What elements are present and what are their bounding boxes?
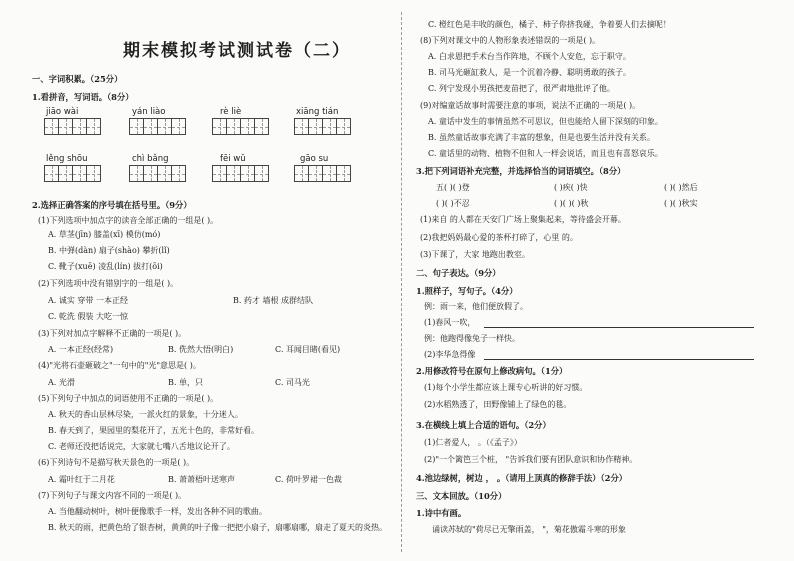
- p1-answer-line-1[interactable]: [484, 319, 754, 328]
- question-2-heading: 2.选择正确答案的序号填在括号里。（9分）: [32, 200, 192, 210]
- q2-4-option-c[interactable]: C. 司马光: [275, 378, 310, 387]
- idiom-2[interactable]: ( )疾( )快: [554, 183, 588, 192]
- q2-4-option-b[interactable]: B. 单，只: [168, 378, 203, 387]
- q2-2-stem: (2)下列选项中没有错别字的一组是( )。: [38, 279, 179, 288]
- idiom-1[interactable]: 五( )( )登: [436, 183, 470, 192]
- q2-1-stem: (1)下列选项中加点字的读音全部正确的一组是( )。: [38, 216, 219, 225]
- question-1-heading: 1.看拼音，写词语。（8分）: [32, 92, 134, 102]
- p3-heading: 3.在横线上填上合适的语句。（2分）: [416, 420, 551, 430]
- p1-heading: 1.照样子，写句子。（4分）: [416, 286, 518, 296]
- writing-grid-8[interactable]: [294, 165, 351, 182]
- left-page: [28, 0, 390, 561]
- q2-7-option-b[interactable]: B. 秋天的雨，把黄色给了银杏树，黄黄的叶子像一把把小扇子，扇哪扇哪，扇走了夏天的炎热。: [48, 523, 387, 532]
- q2-1-option-a[interactable]: A. 草茎(jīn) 膝盖(xī) 模仿(mó): [48, 230, 161, 239]
- q2-3-stem: (3)下列对加点字解释不正确的一项是( )。: [38, 329, 187, 338]
- q2-3-option-c[interactable]: C. 耳闻目睹(看见): [275, 345, 341, 354]
- right-page: [414, 0, 770, 561]
- q2-3-option-a[interactable]: A. 一本正经(经常): [48, 345, 114, 354]
- q2-6-option-c[interactable]: C. 荷叶罗裙一色裁: [275, 475, 342, 484]
- q2-9-option-b[interactable]: B. 虽然童话故事充满了丰富的想象，但是也要生活并没有关系。: [428, 133, 655, 142]
- section-3-heading: 三、文本回放。（10分）: [416, 491, 507, 501]
- q2-8-option-a[interactable]: A. 白求恩把手术台当作阵地，不顾个人安危，忘于职守。: [428, 52, 631, 61]
- writing-grid-4[interactable]: [294, 118, 351, 135]
- pinyin-3: rè liè: [220, 107, 242, 117]
- q3-fill-3[interactable]: (3)下课了，大家 地跑出教室。: [420, 250, 530, 259]
- writing-grid-6[interactable]: [129, 165, 186, 182]
- writing-grid-5[interactable]: [44, 165, 101, 182]
- writing-grid-1[interactable]: [44, 118, 101, 135]
- q2-8-stem: (8)下列对课文中的人物形象表述错误的一项是( )。: [420, 36, 601, 45]
- p3-item-1[interactable]: (1)仁者爱人， 。（《孟子》）: [424, 438, 522, 447]
- q2-5-stem: (5)下列句子中加点的词语使用不正确的一项是( )。: [38, 394, 219, 403]
- page-divider: [401, 12, 402, 552]
- writing-grid-2[interactable]: [129, 118, 186, 135]
- p3-item-2[interactable]: (2)"一个篱笆三个桩， "告诉我们要有团队意识和协作精神。: [424, 455, 638, 464]
- writing-grid-3[interactable]: [212, 118, 269, 135]
- idiom-4[interactable]: ( )( )不忍: [436, 199, 470, 208]
- q3-fill-1[interactable]: (1)来自 的人都在天安门广场上聚集起来，等待盛会开幕。: [420, 215, 626, 224]
- question-3-heading: 3.把下列词语补充完整，并选择恰当的词语填空。（8分）: [416, 166, 626, 176]
- q2-1-option-c[interactable]: C. 靴子(xuē) 凌乱(lín) 拔打(ōi): [48, 262, 163, 271]
- q3-fill-2[interactable]: (2)我把妈妈最心爱的茶杯打碎了，心里 的。: [420, 233, 578, 242]
- section-2-heading: 二、句子表达。（9分）: [416, 268, 501, 278]
- q2-8-option-b[interactable]: B. 司马光砸缸救人，是一个沉着冷静、聪明勇敢的孩子。: [428, 68, 631, 77]
- exam-title: 期末模拟考试测试卷（二）: [123, 41, 351, 61]
- idiom-6[interactable]: ( )( )秋实: [664, 199, 698, 208]
- q2-1-option-b[interactable]: B. 中弹(dàn) 扇子(shào) 攀折(lǐ): [48, 246, 170, 255]
- q2-4-option-a[interactable]: A. 光滑: [48, 378, 75, 387]
- q2-7-option-a[interactable]: A. 当他翻动树叶，树叶便像歌手一样，发出各种不同的歌曲。: [48, 507, 267, 516]
- pinyin-1: jiāo wài: [46, 107, 79, 117]
- q2-5-option-a[interactable]: A. 秋天的香山层林尽染，一派火红的景象，十分迷人。: [48, 410, 243, 419]
- pinyin-4: xiāng tián: [296, 107, 339, 117]
- p2-sentence-2[interactable]: (2)水稻熟透了，田野像铺上了绿色的毯。: [424, 400, 572, 409]
- q2-5-option-c[interactable]: C. 老师还没把话说完，大家就七嘴八舌地议论开了。: [48, 442, 235, 451]
- idiom-5[interactable]: ( )( )( )秋: [554, 199, 589, 208]
- pinyin-7: fēi wǔ: [220, 154, 246, 164]
- q2-7-stem: (7)下列句子与课文内容不同的一项是( )。: [38, 491, 187, 500]
- p1-example-1: 例：雨一来，他们便放假了。: [424, 302, 528, 311]
- q2-9-option-a[interactable]: A. 童话中发生的事情虽然不可思议，但也能给人留下深刻的印象。: [428, 117, 663, 126]
- p1-example-2: 例：他跑得像兔子一样快。: [424, 334, 520, 343]
- q2-2-option-b[interactable]: B. 药才 墙根 成群结队: [233, 296, 314, 305]
- pinyin-5: lěng shōu: [46, 154, 88, 164]
- q2-5-option-b[interactable]: B. 春天到了，果园里的梨花开了，五光十色的，非常好看。: [48, 426, 259, 435]
- t1-heading: 1.诗中有画。: [416, 508, 467, 518]
- p1-item-1: (1)春风一吹，: [424, 318, 476, 327]
- q2-2-option-c[interactable]: C. 乾洗 假装 大吃一惊: [48, 312, 129, 321]
- q2-4-stem: (4)"光将石壶砸破之"一句中的"光"意思是( )。: [38, 361, 201, 370]
- q2-6-option-a[interactable]: A. 霜叶红于二月花: [48, 475, 115, 484]
- writing-grid-7[interactable]: [212, 165, 269, 182]
- p2-sentence-1[interactable]: (1)每个小学生都应该上课专心听讲的好习惯。: [424, 383, 588, 392]
- q2-7-option-c[interactable]: C. 橙红色是丰收的颜色，橘子、柿子你挤我碰，争着要人们去摘呢！: [428, 20, 671, 29]
- p1-item-2: (2)李华急得像: [424, 350, 476, 359]
- t1-text[interactable]: 诵读苏轼的"荷尽已无擎雨盖， "，菊花傲霜斗寒的形象: [432, 525, 626, 534]
- pinyin-2: yán liào: [132, 107, 166, 117]
- q2-9-option-c[interactable]: C. 童话里的动物、植物不但和人一样会说话，而且也有喜怒哀乐。: [428, 149, 663, 158]
- q2-6-stem: (6)下列诗句不是描写秋天景色的一项是( )。: [38, 458, 195, 467]
- p4-heading[interactable]: 4.池边绿树，树边 ， 。（请用上顶真的修辞手法）（2分）: [416, 473, 628, 483]
- q2-3-option-b[interactable]: B. 侁然大悟(明白): [168, 345, 234, 354]
- pinyin-6: chì bǎng: [132, 154, 169, 164]
- q2-6-option-b[interactable]: B. 萧萧梧叶送寒声: [168, 475, 235, 484]
- pinyin-8: gāo su: [300, 154, 329, 164]
- q2-2-option-a[interactable]: A. 诚实 穿带 一本正经: [48, 296, 128, 305]
- q2-8-option-c[interactable]: C. 列宁发现小男孩把麦苗把了，很严肃地批评了他。: [428, 84, 615, 93]
- q2-9-stem: (9)对编童话故事时需要注意的事项，说法不正确的一项是( )。: [420, 101, 641, 110]
- p1-answer-line-2[interactable]: [484, 351, 754, 360]
- idiom-3[interactable]: ( )( )然后: [664, 183, 698, 192]
- section-1-heading: 一、字词积累。（25分）: [32, 74, 123, 84]
- p2-heading: 2.用修改符号在原句上修改病句。（1分）: [416, 366, 568, 376]
